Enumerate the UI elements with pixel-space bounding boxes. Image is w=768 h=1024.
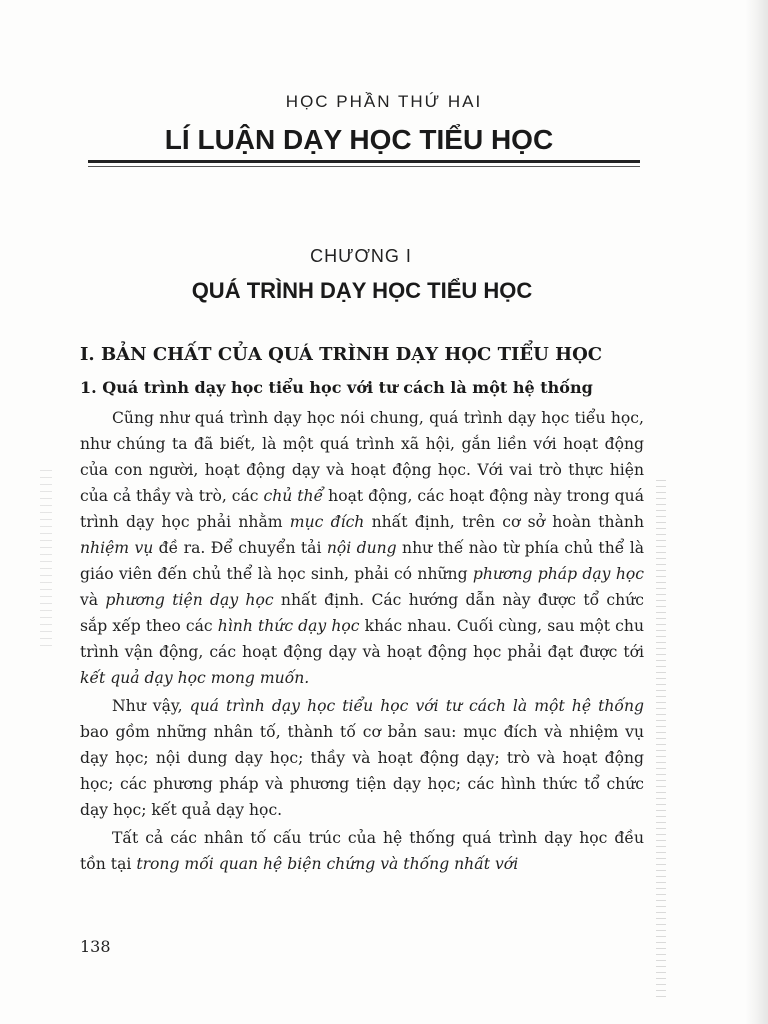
emphasized-term: nhiệm vụ [80, 539, 154, 557]
chapter-title: QUÁ TRÌNH DẠY HỌC TIỂU HỌC [191, 278, 533, 303]
emphasized-term: kết quả dạy học mong muốn. [80, 669, 310, 687]
paragraph-text: Cũng như quá trình dạy học nói chung, quá trình dạy học tiểu học, như chúng ta đã biết, là một quá trình xã hội, gắn liền với hoạt động của con người, hoạt động dạy và hoạt động học. Với vai trò thực hiện của cả thầy và trò, các [80, 409, 644, 505]
part-title: LÍ LUẬN DẠY HỌC TIỂU HỌC [164, 124, 554, 155]
scan-artifact-left [40, 470, 52, 650]
paragraph-text: hoạt động, các hoạt động này trong quá trình dạy học phải nhằm [80, 487, 644, 531]
paragraph-text: như thế nào từ phía chủ thể là giáo viên đến chủ thể là học sinh, phải có những [80, 539, 644, 583]
emphasized-term: trong mối quan hệ biện chứng và thống nhất với [136, 855, 519, 873]
paragraph-text: Tất cả các nhân tố cấu trúc của hệ thống quá trình dạy học đều tồn tại [80, 829, 644, 873]
title-rule-thick [88, 160, 640, 163]
paragraph-text: và [80, 591, 106, 609]
emphasized-term: hình thức dạy học [217, 617, 360, 635]
body-paragraph [80, 825, 644, 877]
section-heading: I. BẢN CHẤT CỦA QUÁ TRÌNH DẠY HỌC TIỂU HỌC [80, 344, 603, 365]
body-paragraph [80, 693, 644, 823]
subsection-heading: 1. Quá trình dạy học tiểu học với tư cách là một hệ thống [80, 378, 593, 397]
part-label: HỌC PHẦN THỨ HAI [285, 92, 483, 111]
emphasized-term: mục đích [289, 513, 365, 531]
paragraph-text: nhất định. Các hướng dẫn này được tổ chức sắp xếp theo các [80, 591, 644, 635]
scan-artifact-right [656, 480, 666, 1000]
title-rule-thin [88, 166, 640, 167]
paragraph-text: khác nhau. Cuối cùng, sau một chu trình vận động, các hoạt động dạy và hoạt động học phải đạt được tới [80, 617, 644, 661]
paragraph-text: nhất định, trên cơ sở hoàn thành [364, 513, 644, 531]
paragraph-text: bao gồm những nhân tố, thành tố cơ bản sau: mục đích và nhiệm vụ dạy học; nội dung dạy học; thầy và hoạt động dạy; trò và hoạt động học; các phương pháp và phương tiện dạy học; các hình thức tổ chức dạy học; kết quả dạy học. [80, 723, 644, 819]
body-text [80, 405, 644, 879]
emphasized-term: quá trình dạy học tiểu học với tư cách là một hệ thống [189, 697, 644, 715]
emphasized-term: phương pháp dạy học [472, 565, 644, 583]
paragraph-text: đề ra. Để chuyển tải [153, 539, 327, 557]
chapter-label: CHƯƠNG I [310, 246, 412, 266]
emphasized-term: chủ thể [263, 487, 324, 505]
body-paragraph [80, 405, 644, 691]
paragraph-text: Như vậy, [112, 697, 190, 715]
emphasized-term: nội dung [326, 539, 397, 557]
page-number: 138 [80, 937, 111, 956]
emphasized-term: phương tiện dạy học [105, 591, 274, 609]
